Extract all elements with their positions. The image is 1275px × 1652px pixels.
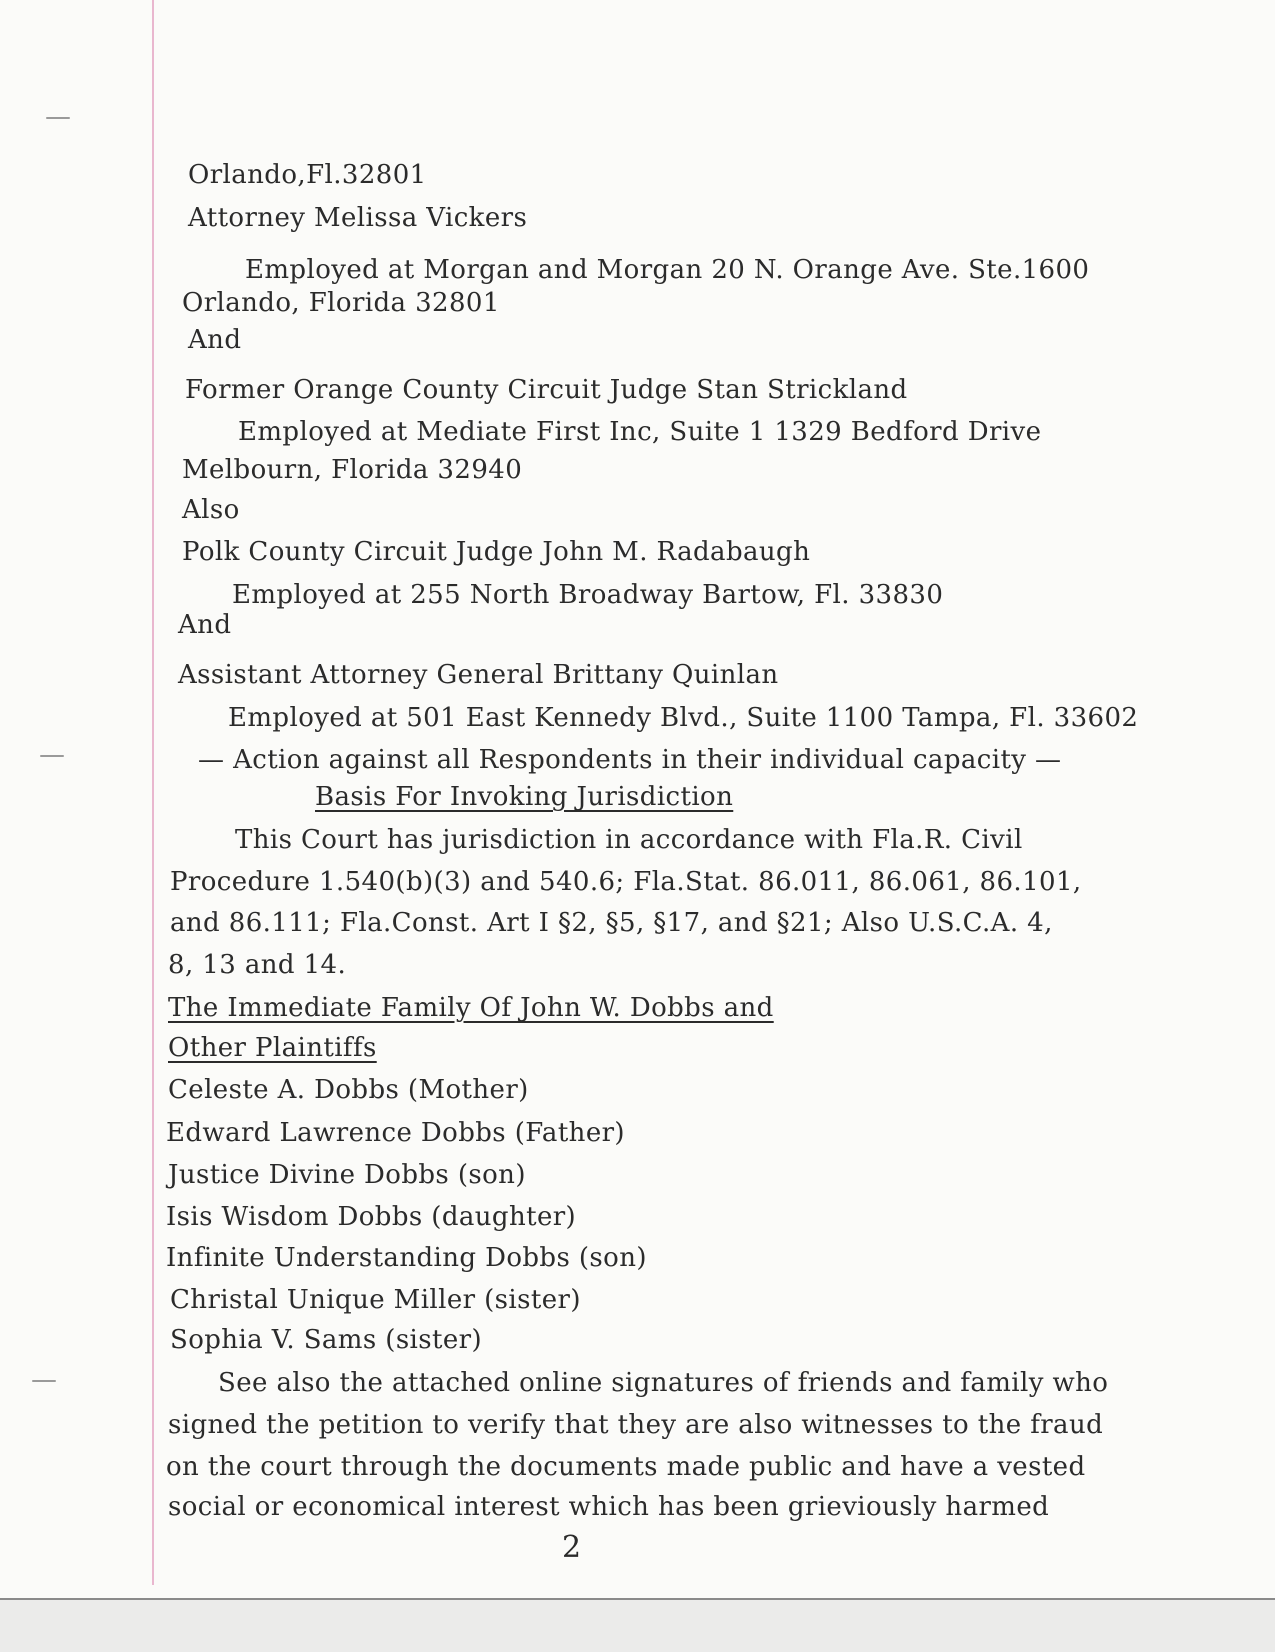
family-member: Isis Wisdom Dobbs (daughter) bbox=[166, 1202, 577, 1232]
paragraph-line: See also the attached online signatures of friends and family who bbox=[218, 1368, 1109, 1398]
paragraph-line: social or economical interest which has been grieviously harmed bbox=[168, 1492, 1050, 1522]
section-heading-family: The Immediate Family Of John W. Dobbs and bbox=[168, 993, 774, 1023]
text-line: Orlando,Fl.32801 bbox=[188, 160, 427, 190]
section-heading-family: Other Plaintiffs bbox=[168, 1033, 377, 1063]
family-member: Justice Divine Dobbs (son) bbox=[168, 1160, 526, 1190]
respondent-name: Polk County Circuit Judge John M. Radabaugh bbox=[182, 537, 811, 567]
punch-hole-mark bbox=[32, 1380, 56, 1382]
respondent-address: Employed at 255 North Broadway Bartow, Fl. 33830 bbox=[232, 580, 944, 610]
conjunction-line: And bbox=[178, 610, 232, 640]
family-member: Christal Unique Miller (sister) bbox=[170, 1285, 581, 1315]
respondent-name: Attorney Melissa Vickers bbox=[188, 203, 528, 233]
respondent-name: Former Orange County Circuit Judge Stan Strickland bbox=[185, 375, 908, 405]
page-number: 2 bbox=[562, 1530, 582, 1565]
paragraph-line: signed the petition to verify that they are also witnesses to the fraud bbox=[168, 1410, 1104, 1440]
respondent-address: Employed at Mediate First Inc, Suite 1 1329 Bedford Drive bbox=[238, 417, 1042, 447]
scan-bottom-edge bbox=[0, 1598, 1275, 1652]
text-line: Melbourn, Florida 32940 bbox=[182, 455, 523, 485]
punch-hole-mark bbox=[40, 755, 64, 757]
paragraph-line: on the court through the documents made public and have a vested bbox=[166, 1452, 1086, 1482]
conjunction-line: Also bbox=[182, 495, 240, 525]
respondent-name: Assistant Attorney General Brittany Quinlan bbox=[178, 660, 779, 690]
paragraph-line: 8, 13 and 14. bbox=[168, 950, 347, 980]
text-line: Orlando, Florida 32801 bbox=[182, 288, 500, 318]
family-member: Edward Lawrence Dobbs (Father) bbox=[166, 1118, 625, 1148]
family-member: Infinite Understanding Dobbs (son) bbox=[166, 1243, 647, 1273]
section-heading-jurisdiction: Basis For Invoking Jurisdiction bbox=[315, 782, 734, 812]
margin-rule bbox=[152, 0, 154, 1585]
capacity-statement: — Action against all Respondents in their individual capacity — bbox=[198, 745, 1062, 775]
family-member: Celeste A. Dobbs (Mother) bbox=[168, 1075, 529, 1105]
paragraph-line: This Court has jurisdiction in accordance with Fla.R. Civil bbox=[235, 825, 1023, 855]
punch-hole-mark bbox=[46, 117, 70, 119]
respondent-address: Employed at Morgan and Morgan 20 N. Orange Ave. Ste.1600 bbox=[245, 255, 1090, 285]
conjunction-line: And bbox=[188, 325, 242, 355]
family-member: Sophia V. Sams (sister) bbox=[170, 1325, 483, 1355]
paragraph-line: and 86.111; Fla.Const. Art I §2, §5, §17, and §21; Also U.S.C.A. 4, bbox=[170, 908, 1053, 938]
paragraph-line: Procedure 1.540(b)(3) and 540.6; Fla.Stat. 86.011, 86.061, 86.101, bbox=[170, 867, 1082, 897]
respondent-address: Employed at 501 East Kennedy Blvd., Suite 1100 Tampa, Fl. 33602 bbox=[228, 703, 1139, 733]
